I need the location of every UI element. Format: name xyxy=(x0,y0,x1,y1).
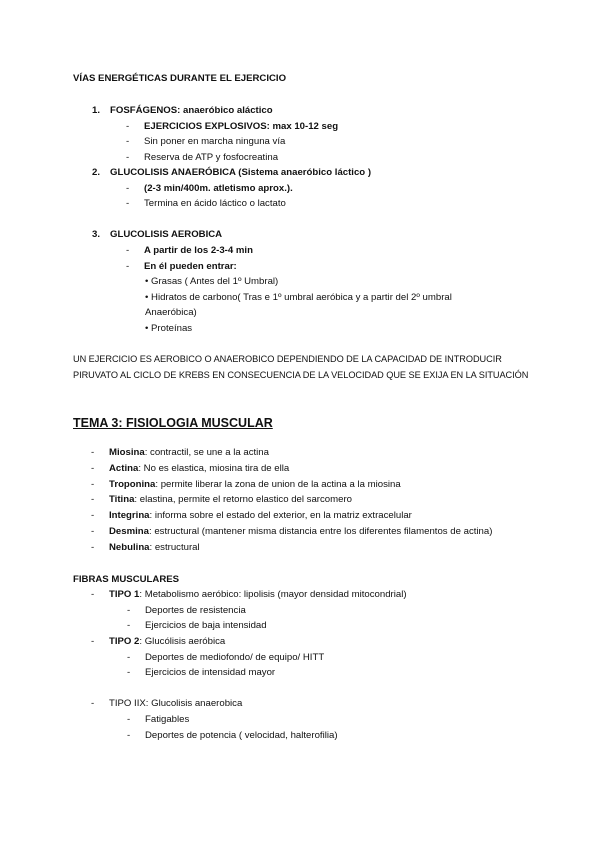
section-title-vias: VÍAS ENERGÉTICAS DURANTE EL EJERCICIO xyxy=(73,73,287,84)
dash-marker: - xyxy=(126,121,130,132)
fiber-type-iix: TIPO IIX: Glucolisis anaerobica xyxy=(109,698,243,709)
bullet-item: • Grasas ( Antes del 1º Umbral) xyxy=(145,276,279,287)
item-title-glucolisis-aerobica: GLUCOLISIS AEROBICA xyxy=(110,229,223,240)
dash-marker: - xyxy=(91,698,95,709)
dash-marker: - xyxy=(91,589,95,600)
protein-item-nebulina: Nebulina: estructural xyxy=(109,542,200,553)
fiber-sub-item: Deportes de mediofondo/ de equipo/ HITT xyxy=(145,652,325,663)
protein-item-titina: Titina: elastina, permite el retorno elastico del sarcomero xyxy=(109,494,352,505)
protein-item-desmina: Desmina: estructural (mantener misma distancia entre los diferentes filamentos de actina) xyxy=(109,526,493,537)
dash-marker: - xyxy=(91,526,95,537)
item-title-glucolisis-anaerobica: GLUCOLISIS ANAERÓBICA (Sistema anaeróbico láctico ) xyxy=(110,167,372,178)
paragraph-line: UN EJERCICIO ES AEROBICO O ANAEROBICO DEPENDIENDO DE LA CAPACIDAD DE INTRODUCIR xyxy=(73,354,502,364)
paragraph-line: PIRUVATO AL CICLO DE KREBS EN CONSECUENCIA DE LA VELOCIDAD QUE SE EXIJA EN LA SITUACIÓN xyxy=(73,370,529,380)
dash-marker: - xyxy=(91,636,95,647)
dash-marker: - xyxy=(127,652,131,663)
fiber-sub-item: Deportes de potencia ( velocidad, halterofilia) xyxy=(145,730,338,741)
dash-marker: - xyxy=(126,136,130,147)
dash-marker: - xyxy=(126,183,130,194)
dash-marker: - xyxy=(127,667,131,678)
section-title-fibras: FIBRAS MUSCULARES xyxy=(73,574,180,585)
sub-item: Sin poner en marcha ninguna vía xyxy=(144,136,286,147)
item-number: 3. xyxy=(92,229,101,240)
sub-item: Termina en ácido láctico o lactato xyxy=(144,198,286,209)
item-number: 2. xyxy=(92,167,101,178)
dash-marker: - xyxy=(91,463,95,474)
sub-item: A partir de los 2-3-4 min xyxy=(144,245,253,256)
dash-marker: - xyxy=(126,261,130,272)
fiber-type-2: TIPO 2: Glucólisis aeróbica xyxy=(109,636,226,647)
fiber-sub-item: Deportes de resistencia xyxy=(145,605,246,616)
section-title-tema3: TEMA 3: FISIOLOGIA MUSCULAR xyxy=(73,416,273,430)
protein-item-actina: Actina: No es elastica, miosina tira de ella xyxy=(109,463,290,474)
dash-marker: - xyxy=(91,479,95,490)
dash-marker: - xyxy=(91,510,95,521)
bullet-item-continuation: Anaeróbica) xyxy=(145,307,197,318)
dash-marker: - xyxy=(126,245,130,256)
protein-item-integrina: Integrina: informa sobre el estado del exterior, en la matriz extracelular xyxy=(109,510,412,521)
protein-item-miosina: Miosina: contractil, se une a la actina xyxy=(109,447,269,458)
sub-item: EJERCICIOS EXPLOSIVOS: max 10-12 seg xyxy=(144,121,339,132)
sub-item: (2-3 min/400m. atletismo aprox.). xyxy=(144,183,293,194)
item-number: 1. xyxy=(92,105,101,116)
dash-marker: - xyxy=(127,605,131,616)
sub-item: En él pueden entrar: xyxy=(144,261,237,272)
bullet-item: • Hidratos de carbono( Tras e 1º umbral aeróbica y a partir del 2º umbral xyxy=(145,292,452,303)
dash-marker: - xyxy=(91,542,95,553)
fiber-sub-item: Ejercicios de baja intensidad xyxy=(145,620,267,631)
dash-marker: - xyxy=(127,714,131,725)
dash-marker: - xyxy=(91,447,95,458)
dash-marker: - xyxy=(126,198,130,209)
dash-marker: - xyxy=(91,494,95,505)
dash-marker: - xyxy=(127,620,131,631)
sub-item: Reserva de ATP y fosfocreatina xyxy=(144,152,279,163)
item-title-fosfagenos: FOSFÁGENOS: anaeróbico aláctico xyxy=(110,105,273,116)
bullet-item: • Proteínas xyxy=(145,323,193,334)
fiber-type-1: TIPO 1: Metabolismo aeróbico: lipolisis (mayor densidad mitocondrial) xyxy=(109,589,407,600)
fiber-sub-item: Fatigables xyxy=(145,714,190,725)
dash-marker: - xyxy=(127,730,131,741)
dash-marker: - xyxy=(126,152,130,163)
protein-item-troponina: Troponina: permite liberar la zona de union de la actina a la miosina xyxy=(109,479,401,490)
fiber-sub-item: Ejercicios de intensidad mayor xyxy=(145,667,276,678)
